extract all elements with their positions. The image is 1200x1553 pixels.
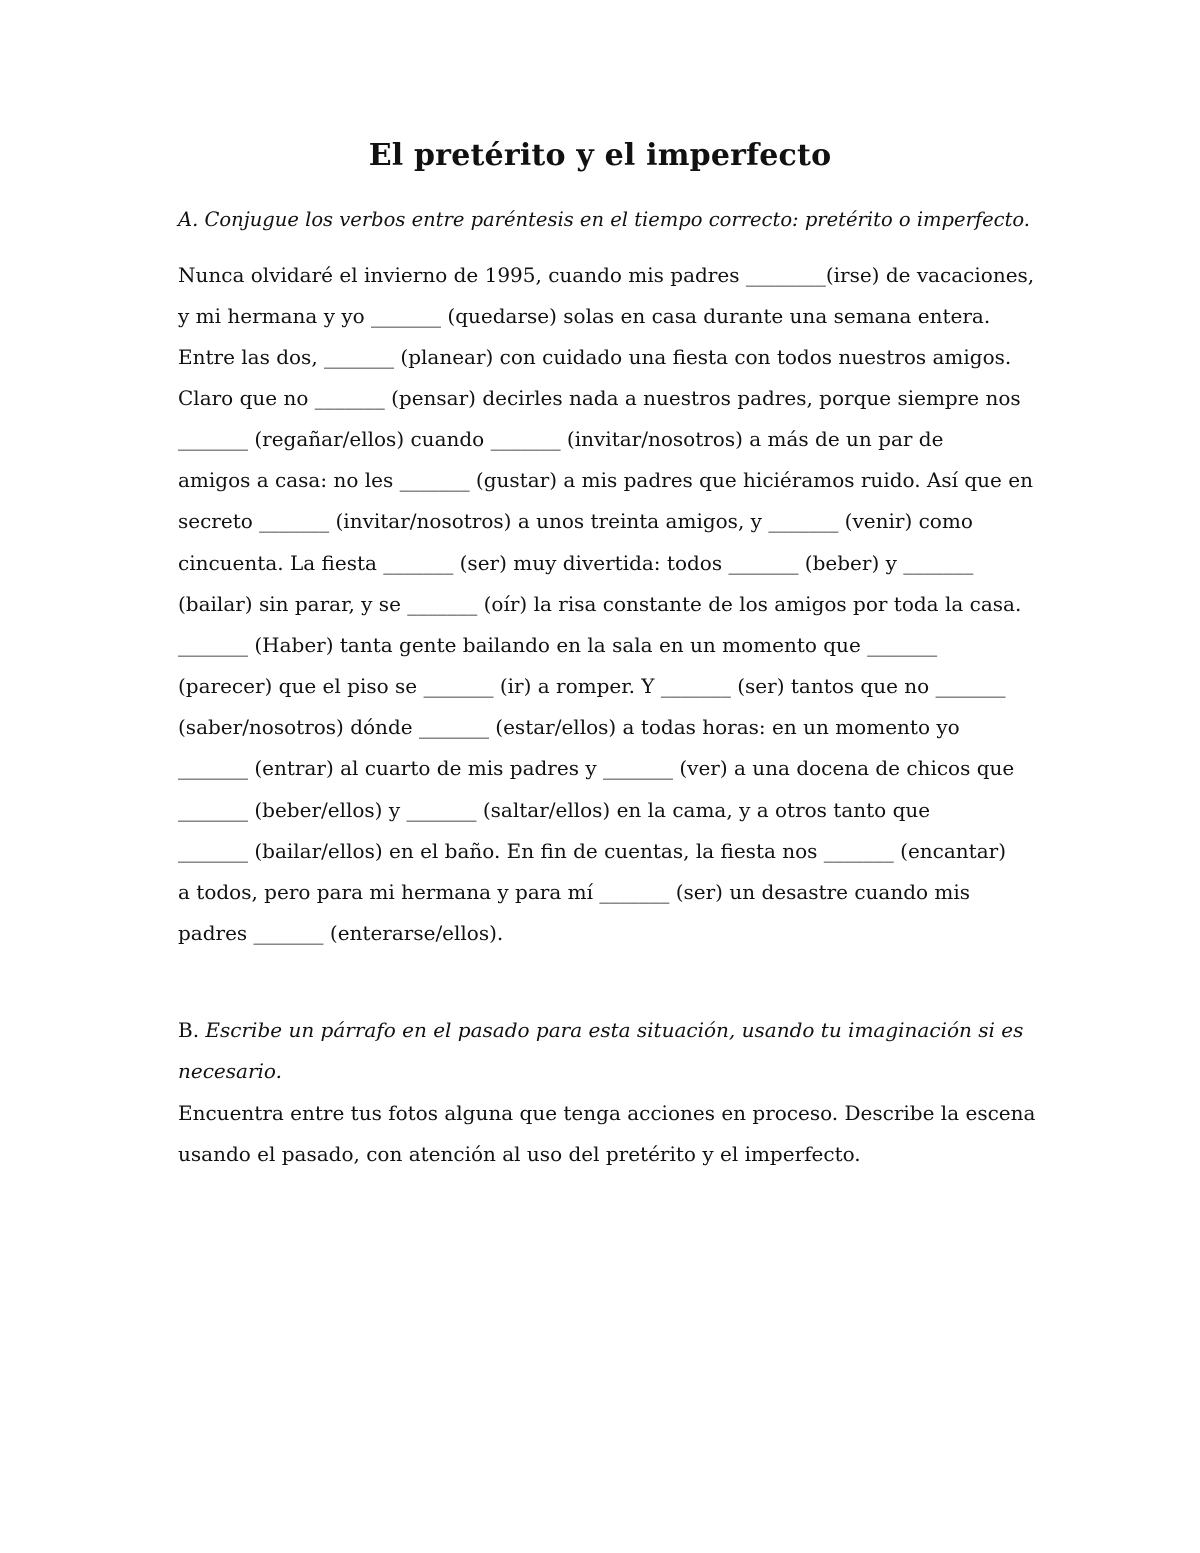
section-b-instruction-text: Escribe un párrafo en el pasado para esta situación, usando tu imaginación si es (205, 1018, 1024, 1042)
paragraph-line: (parecer) que el piso se _______ (ir) a romper. Y _______ (ser) tantos que no _______ (178, 674, 1006, 698)
paragraph-line: Claro que no _______ (pensar) decirles nada a nuestros padres, porque siempre nos (178, 386, 1021, 410)
section-b-line: Encuentra entre tus fotos alguna que tenga acciones en proceso. Describe la escena (178, 1101, 1036, 1125)
paragraph-line: _______ (bailar/ellos) en el baño. En fin de cuentas, la fiesta nos _______ (encantar) (178, 839, 1007, 863)
section-b-instruction (178, 1016, 1023, 1044)
section-b-line: usando el pasado, con atención al uso del pretérito y el imperfecto. (178, 1142, 861, 1166)
paragraph-line: _______ (regañar/ellos) cuando _______ (invitar/nosotros) a más de un par de (178, 427, 944, 451)
paragraph-line: a todos, pero para mi hermana y para mí _______ (ser) un desastre cuando mis (178, 880, 971, 904)
paragraph-line: secreto _______ (invitar/nosotros) a unos treinta amigos, y _______ (venir) como (178, 509, 973, 533)
paragraph-line: _______ (entrar) al cuarto de mis padres y _______ (ver) a una docena de chicos que (178, 756, 1015, 780)
paragraph-line: Nunca olvidaré el invierno de 1995, cuando mis padres ________(irse) de vacaciones, (178, 263, 1035, 287)
section-a-instruction: A. Conjugue los verbos entre paréntesis en el tiempo correcto: pretérito o imperfecto. (178, 208, 1031, 231)
paragraph-line: _______ (beber/ellos) y _______ (saltar/ellos) en la cama, y a otros tanto que (178, 798, 931, 822)
paragraph-line: padres _______ (enterarse/ellos). (178, 921, 504, 945)
paragraph-line: y mi hermana y yo _______ (quedarse) solas en casa durante una semana entera. (178, 304, 991, 328)
paragraph-line: amigos a casa: no les _______ (gustar) a mis padres que hiciéramos ruido. Así que en (178, 468, 1033, 492)
paragraph-line: (saber/nosotros) dónde _______ (estar/ellos) a todas horas: en un momento yo (178, 715, 960, 739)
section-b-label: B. (178, 1018, 200, 1042)
paragraph-line: Entre las dos, _______ (planear) con cuidado una fiesta con todos nuestros amigos. (178, 345, 1012, 369)
page-title: El pretérito y el imperfecto (368, 138, 832, 173)
paragraph-line: cincuenta. La fiesta _______ (ser) muy divertida: todos _______ (beber) y _______ (178, 551, 974, 575)
paragraph-line: _______ (Haber) tanta gente bailando en la sala en un momento que _______ (178, 633, 938, 657)
paragraph-line: (bailar) sin parar, y se _______ (oír) la risa constante de los amigos por toda la casa. (178, 592, 1022, 616)
section-b-instruction-continued: necesario. (178, 1059, 282, 1083)
